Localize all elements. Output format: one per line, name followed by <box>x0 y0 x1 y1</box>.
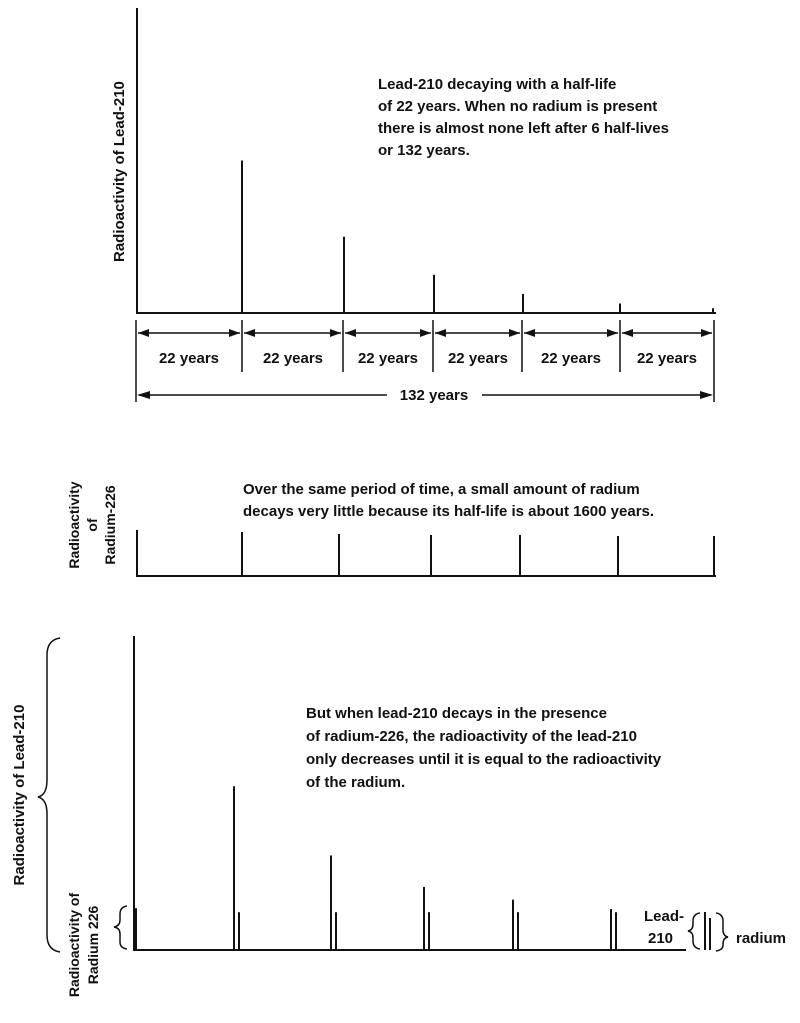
top-annotation-line-4: or 132 years. <box>378 142 470 159</box>
interval-arrowhead-left-3 <box>345 329 356 337</box>
interval-arrowhead-left-2 <box>244 329 255 337</box>
middle-y-label-line-1: Radioactivity <box>66 481 82 569</box>
middle-y-label-line-2: of <box>84 518 100 532</box>
interval-arrowhead-right-6 <box>701 329 712 337</box>
total-arrowhead-left <box>137 391 150 399</box>
interval-label-5: 22 years <box>540 350 602 367</box>
interval-arrowhead-right-4 <box>509 329 520 337</box>
interval-arrowhead-left-6 <box>622 329 633 337</box>
bottom-annotation-line-1: But when lead-210 decays in the presence <box>306 705 607 722</box>
interval-arrowhead-right-2 <box>330 329 341 337</box>
middle-y-label-line-3: Radium-226 <box>102 485 118 565</box>
interval-arrows <box>138 329 712 337</box>
top-y-axis-label: Radioactivity of Lead-210 <box>111 81 128 262</box>
bottom-bars <box>136 786 616 950</box>
middle-radium-bars <box>137 532 714 576</box>
top-annotation-line-1: Lead-210 decaying with a half-life <box>378 76 617 93</box>
legend-lead-line-2: 210 <box>648 930 674 947</box>
interval-label-4: 22 years <box>447 350 509 367</box>
radium-panel <box>66 481 716 576</box>
radium-brace <box>114 906 127 949</box>
interval-arrowhead-right-5 <box>607 329 618 337</box>
legend-lead-line-1: Lead- <box>644 908 685 925</box>
top-axes <box>137 8 716 313</box>
interval-arrowhead-left-4 <box>435 329 446 337</box>
middle-annotation-line-1: Over the same period of time, a small amount of radium <box>243 481 640 498</box>
legend-lead-brace <box>688 913 700 949</box>
bottom-radium-y-label-line-1: Radioactivity of <box>66 892 82 998</box>
equilibrium-panel <box>11 636 786 997</box>
bottom-lead-y-label: Radioactivity of Lead-210 <box>11 704 28 886</box>
middle-annotation-line-2: decays very little because its half-life is about 1600 years. <box>243 503 655 520</box>
bottom-axes <box>134 636 686 950</box>
total-arrowhead-right <box>700 391 713 399</box>
middle-axes <box>137 530 716 576</box>
interval-arrowhead-left-1 <box>138 329 149 337</box>
lead-decay-panel <box>111 8 716 404</box>
interval-arrowhead-right-3 <box>420 329 431 337</box>
interval-arrowhead-right-1 <box>229 329 240 337</box>
top-lead-bars <box>137 8 713 313</box>
bottom-annotation-line-4: of the radium. <box>306 774 406 791</box>
interval-label-6: 22 years <box>636 350 698 367</box>
interval-label-2: 22 years <box>262 350 324 367</box>
bottom-annotation-line-2: of radium-226, the radioactivity of the lead-210 <box>306 728 637 745</box>
lead-brace <box>38 638 60 952</box>
bottom-radium-y-label-line-2: Radium 226 <box>85 905 101 985</box>
total-label: 132 years <box>399 387 469 404</box>
bottom-annotation-line-3: only decreases until it is equal to the radioactivity <box>306 751 662 768</box>
interval-label-1: 22 years <box>158 350 220 367</box>
top-annotation-line-3: there is almost none left after 6 half-lives <box>378 120 669 137</box>
legend-radium-brace <box>716 913 728 951</box>
interval-label-3: 22 years <box>357 350 419 367</box>
legend-radium-label: radium <box>736 930 787 947</box>
top-annotation-line-2: of 22 years. When no radium is present <box>378 98 658 115</box>
interval-arrowhead-left-5 <box>524 329 535 337</box>
